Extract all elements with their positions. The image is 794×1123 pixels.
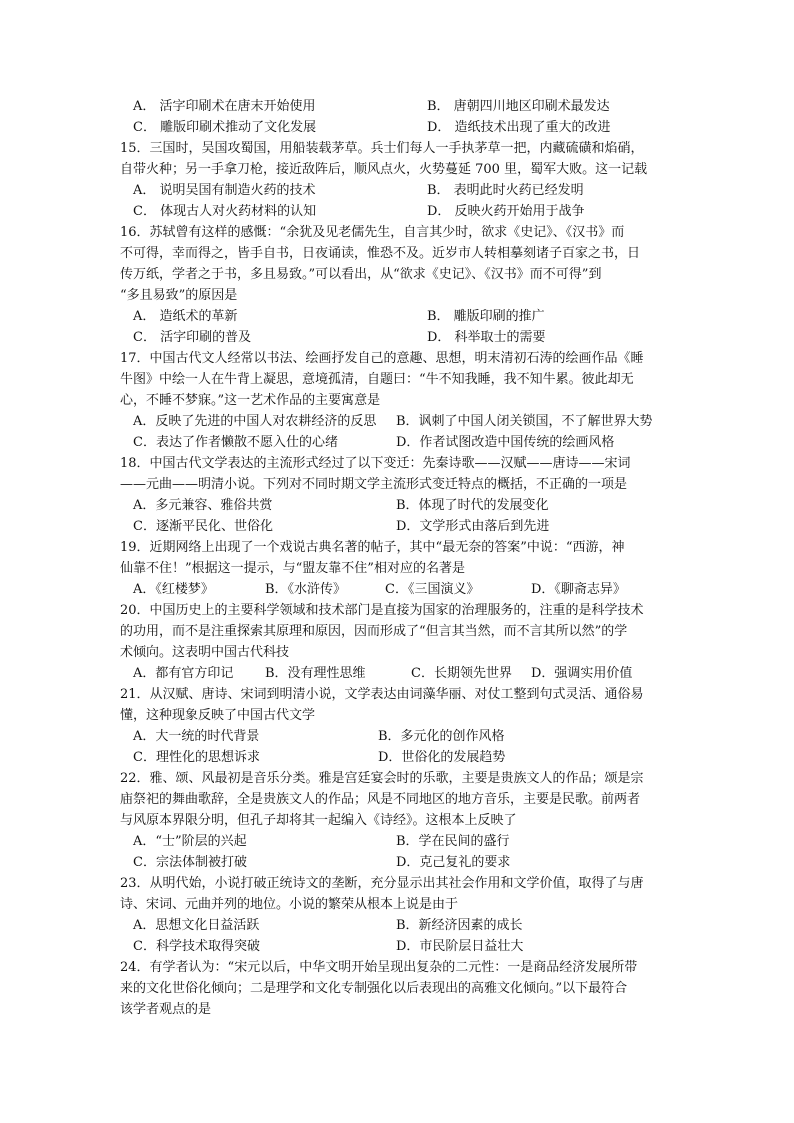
q19-options [120,579,690,600]
q20-stem-line: 的功用，而不是注重探索其原理和原因，因而形成了“但言其当然，而不言其所以然”的学 [120,624,628,639]
question-20 [120,600,690,684]
q19-option-c: C．《三国演义》 [385,582,480,597]
q16-stem-line: 不可得，幸而得之，皆手自书，日夜诵读，惟恐不及。近岁市人转相摹刻诸子百家之书，日 [120,246,641,261]
q24-stem-line: 来的文化世俗化倾向；二是理学和文化专制强化以后表现出的高雅文化倾向。”以下最符合 [120,981,628,996]
question-16 [120,222,690,348]
q17-option-d: D．作者试图改造中国传统的绘画风格 [396,435,615,450]
q16-stem-line: “多且易致”的原因是 [120,288,238,303]
q21-option-a: A．大一统的时代背景 [133,729,260,744]
q16-option-b: B． 雕版印刷的推广 [427,309,545,324]
q24-stem-line: 24．有学者认为：“宋元以后，中华文明开始呈现出复杂的二元性：一是商品经济发展所带 [120,960,638,975]
q16-option-c: C． 活字印刷的普及 [133,330,252,345]
question-23 [120,873,690,957]
q23-option-c: C．科学技术取得突破 [133,939,260,954]
q15-option-c: C． 体现古人对火药材料的认知 [133,204,317,219]
q17-option-b: B．讽刺了中国人闭关锁国，不了解世界大势 [396,414,653,429]
q21-option-c: C．理性化的思想诉求 [133,750,260,765]
q15-option-a: A． 说明吴国有制造火药的技术 [133,183,316,198]
q14-options [120,96,690,138]
q19-stem-line: 仙靠不住！”根据这一提示，与“盟友靠不住”相对应的名著是 [120,561,465,576]
q15-options [120,180,690,222]
q20-stem-line: 20．中国历史上的主要科学领域和技术部门是直接为国家的治理服务的，注重的是科学技术 [120,603,644,618]
q15-option-b: B． 表明此时火药已经发明 [427,183,584,198]
q20-option-b: B．没有理性思维 [265,666,366,681]
q18-option-a: A．多元兼容、雅俗共赏 [133,498,273,513]
q20-options [120,663,690,684]
q21-stem-line: 懂，这种现象反映了中国古代文学 [120,708,316,723]
q22-option-b: B．学在民间的盛行 [396,834,510,849]
q18-option-d: D．文学形式由落后到先进 [396,519,550,534]
q19-option-d: D．《聊斋志异》 [531,582,626,597]
q22-options [120,831,690,873]
q23-option-a: A．思想文化日益活跃 [133,918,260,933]
q14-option-a: A． 活字印刷术在唐末开始使用 [133,99,316,114]
q16-options [120,306,690,348]
q15-option-d: D． 反映火药开始用于战争 [427,204,585,219]
q14-option-d: D． 造纸技术出现了重大的改进 [427,120,611,135]
q23-option-d: D．市民阶层日益壮大 [396,939,524,954]
q21-options [120,726,690,768]
q18-stem-line: 18．中国古代文学表达的主流形式经过了以下变迁：先秦诗歌——汉赋——唐诗——宋词 [120,456,631,471]
q17-options [120,411,690,453]
q15-stem-line: 自带火种；另一手拿刀枪，接近敌阵后，顺风点火，火势蔓延 700 里，蜀军大败。这一记载 [120,162,648,177]
q18-option-c: C．逐渐平民化、世俗化 [133,519,273,534]
q17-stem-line: 牛图》中绘一人在牛背上凝思，意境孤清，自题曰：“牛不知我睡，我不知牛累。彼此却无 [120,372,634,387]
q16-stem-line: 传万纸，学者之于书，多且易致。”可以看出，从“欲求《史记》、《汉书》而不可得”到 [120,267,602,282]
q16-option-a: A． 造纸术的革新 [133,309,238,324]
q15-stem-line: 15．三国时，吴国攻蜀国，用船装载茅草。兵士们每人一手执茅草一把，内藏硫磺和焰硝， [120,141,644,156]
q17-option-c: C．表达了作者懒散不愿入仕的心绪 [133,435,338,450]
q18-stem-line: ——元曲——明清小说。下列对不同时期文学主流形式变迁特点的概括，不正确的一项是 [120,477,628,492]
q19-option-b: B．《水浒传》 [265,582,347,597]
q16-option-d: D． 科举取士的需要 [427,330,546,345]
q23-stem-line: 诗、宋词、元曲并列的地位。小说的繁荣从根本上说是由于 [120,897,459,912]
q18-option-b: B．体现了时代的发展变化 [396,498,549,513]
q16-stem-line: 16．苏轼曾有这样的感慨：“余犹及见老儒先生，自言其少时，欲求《史记》、《汉书》而 [120,225,625,240]
q19-option-a: A．《红楼梦》 [133,582,214,597]
q20-option-a: A．都有官方印记 [133,666,234,681]
question-21 [120,684,690,768]
q22-stem-line: 22．雅、颂、风最初是音乐分类。雅是宫廷宴会时的乐歌，主要是贵族文人的作品；颂是宗 [120,771,644,786]
q14-option-c: C． 雕版印刷术推动了文化发展 [133,120,317,135]
q23-option-b: B．新经济因素的成长 [396,918,523,933]
q18-options [120,495,690,537]
q23-stem-line: 23．从明代始，小说打破正统诗文的垄断，充分显示出其社会作用和文学价值，取得了与唐 [120,876,644,891]
question-18 [120,453,690,537]
q22-option-a: A．“士”阶层的兴起 [133,834,247,849]
q21-stem-line: 21．从汉赋、唐诗、宋词到明清小说，文学表达由词藻华丽、对仗工整到句式灵活、通俗易 [120,687,644,702]
question-24 [120,957,690,1020]
q20-option-c: C．长期领先世界 [411,666,512,681]
q20-option-d: D．强调实用价值 [531,666,633,681]
question-19 [120,537,690,600]
q22-option-c: C．宗法体制被打破 [133,855,247,870]
q22-stem-line: 庙祭祀的舞曲歌辞，全是贵族文人的作品；风是不同地区的地方音乐，主要是民歌。前两者 [120,792,641,807]
question-17 [120,348,690,453]
q22-option-d: D．克己复礼的要求 [396,855,511,870]
q22-stem-line: 与风原本界限分明，但孔子却将其一起编入《诗经》。这根本上反映了 [120,813,517,828]
q23-options [120,915,690,957]
q21-option-d: D．世俗化的发展趋势 [378,750,506,765]
q21-option-b: B．多元化的创作风格 [378,729,505,744]
q19-stem-line: 19．近期网络上出现了一个戏说古典名著的帖子，其中“最无奈的答案”中说：“西游，神 [120,540,625,555]
exam-page [120,96,690,1020]
q17-stem-line: 17．中国古代文人经常以书法、绘画抒发自己的意趣、思想，明末清初石涛的绘画作品《睡 [120,351,644,366]
question-22 [120,768,690,873]
q24-stem-line: 该学者观点的是 [120,1002,212,1017]
q17-option-a: A．反映了先进的中国人对农耕经济的反思 [133,414,377,429]
q17-stem-line: 心，不睡不梦寐。”这一艺术作品的主要寓意是 [120,393,381,408]
q20-stem-line: 术倾向。这表明中国古代科技 [120,645,290,660]
question-15 [120,138,690,222]
q14-option-b: B． 唐朝四川地区印刷术最发达 [427,99,610,114]
